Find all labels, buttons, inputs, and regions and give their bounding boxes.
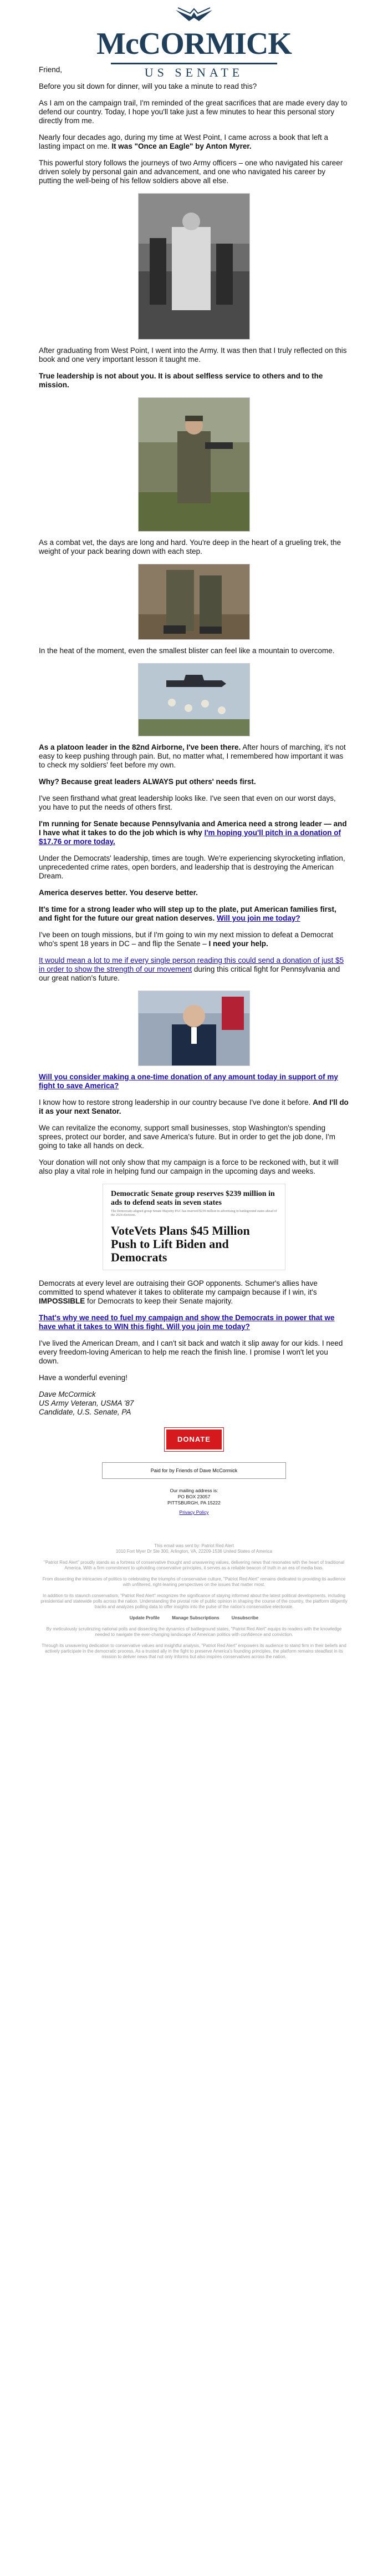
text: Nearly four decades ago, during my time at West Point, I came across a book that left a lasting impact on me. xyxy=(39,133,329,150)
paid-by-disclaimer: Paid for by Friends of Dave McCormick xyxy=(102,1462,286,1479)
manage-subscriptions-link[interactable]: Manage Subscriptions xyxy=(172,1615,219,1620)
news-caption: The Democratic-aligned group Senate Majority PAC has reserved $239 million in advertising in battleground states ahead of the 2024 elections. xyxy=(111,1210,277,1217)
paragraph xyxy=(39,956,349,983)
privacy-policy-link[interactable]: Privacy Policy xyxy=(179,1509,209,1515)
text: for Democrats to keep their Senate majority. xyxy=(85,1297,233,1305)
donate-button[interactable]: DONATE xyxy=(165,1428,223,1451)
bold-paragraph: Why? Because great leaders ALWAYS put others' needs first. xyxy=(39,777,256,786)
footer-paragraph: From dissecting the intricacies of politics to celebrating the triumphs of conservative culture, "Patriot Red Alert" remains dedicated to providing its audience with unfiltered, right-leaning perspectives on the issues that matter most. xyxy=(42,1577,346,1587)
footer-sent-by xyxy=(39,1543,349,1554)
footer-nav xyxy=(39,1615,349,1621)
news-headline-1: Democratic Senate group reserves $239 million in ads to defend seats in seven states xyxy=(111,1190,275,1207)
text: I know how to restore strong leadership in our country because I've done it before. xyxy=(39,1098,313,1107)
signature-line: Candidate, U.S. Senate, PA xyxy=(39,1408,131,1416)
closing: Have a wonderful evening! xyxy=(39,1373,127,1382)
paragraph: After graduating from West Point, I went into the Army. It was then that I truly reflected on this book and one very important lesson it taught me. xyxy=(39,346,347,363)
paragraph: I've seen firsthand what great leadership looks like. I've seen that even on our worst days, you have to put the needs of others first. xyxy=(39,794,336,811)
mailing-line: PITTSBURGH, PA 15222 xyxy=(167,1500,221,1506)
bold-text: I need your help. xyxy=(208,940,268,948)
logo-title: McCORMICK xyxy=(96,27,292,61)
signature-name: Dave McCormick xyxy=(39,1390,96,1398)
paragraph xyxy=(39,133,349,151)
paragraph: In the heat of the moment, even the smallest blister can feel like a mountain to overcome. xyxy=(39,646,335,655)
join-link[interactable]: That's why we need to fuel my campaign and show the Democrats in power that we have what it takes to WIN this fight. Will you join me today? xyxy=(39,1314,335,1331)
text: during this critical fight for Pennsylvania and our great nation's future. xyxy=(39,965,340,982)
bold-text: And I'll do it as your next Senator. xyxy=(39,1098,349,1115)
soldier-photo xyxy=(138,397,250,532)
footer-address: 1010 Fort Myer Dr Ste 300, Arlington, VA, 22209-1536 United States of America xyxy=(115,1549,273,1554)
paragraph xyxy=(39,1098,349,1116)
unsubscribe-link[interactable]: Unsubscribe xyxy=(231,1615,259,1620)
footer-text: This email was sent by: Patriot Red Alert xyxy=(154,1543,234,1548)
letter-body xyxy=(17,65,371,1660)
bold-paragraph: America deserves better. You deserve better. xyxy=(39,888,198,897)
mailing-address xyxy=(39,1488,349,1516)
paragraph: We can revitalize the economy, support small businesses, stop Washington's spending sprees, protect our border, and save America's future. But in order to get the job done, I'm going to take all hands on deck. xyxy=(39,1124,335,1150)
greeting: Friend, xyxy=(39,65,63,74)
email-container xyxy=(17,0,371,1660)
paragraph: As a combat vet, the days are long and hard. You're deep in the heart of a grueling trek, the weight of your pack bearing down with each step. xyxy=(39,538,341,555)
paragraph xyxy=(39,743,349,770)
text: Democrats at every level are outraising their GOP opponents. Schumer's allies have committed to spend whatever it takes to obliterate my campaign because if I win, it's xyxy=(39,1279,318,1296)
paragraph xyxy=(39,905,349,923)
donation-link[interactable]: I'm hoping you'll pitch in a donation of $17.76 or more today. xyxy=(39,829,341,846)
footer xyxy=(39,1527,349,1660)
cadet-photo xyxy=(138,193,250,340)
bold-text: It was "Once an Eagle" by Anton Myrer. xyxy=(111,142,252,150)
news-clipping xyxy=(103,1184,285,1270)
bold-text: As a platoon leader in the 82nd Airborne, I've been there. xyxy=(39,743,241,751)
airborne-photo xyxy=(138,663,250,736)
donate-wrapper xyxy=(39,1428,349,1451)
paragraph xyxy=(39,1073,349,1090)
mailing-line: PO BOX 23057 xyxy=(177,1494,211,1499)
footer-paragraph: In addition to its staunch conservatism, "Patriot Red Alert" recognizes the significance of staying informed about the latest political developments, including presidential and statewide polls across the nation. Understanding the pivotal role of public opinion in shaping the course of the country, the platform diligently tracks and analyzes polling data to offer insights into the pulse of the nation's conservative electorate. xyxy=(40,1593,348,1609)
donation-link[interactable]: Will you consider making a one-time donation of any amount today in support of my fight to save America? xyxy=(39,1073,338,1090)
join-link[interactable]: Will you join me today? xyxy=(217,914,300,922)
candidate-photo xyxy=(138,991,250,1066)
mailing-label: Our mailing address is: xyxy=(170,1488,218,1493)
paragraph: I've lived the American Dream, and I can't sit back and watch it slip away for our kids. I need every freedom-loving American to help me reach the finish line. I promise I won't let you down. xyxy=(39,1339,343,1365)
paragraph xyxy=(39,820,349,846)
eagle-logo-icon xyxy=(175,7,213,23)
paragraph xyxy=(39,931,349,948)
paragraph xyxy=(39,1279,349,1306)
paragraph: Under the Democrats' leadership, times are tough. We're experiencing skyrocketing inflation, unprecedented crime rates, open borders, and leadership that is destroying the American Dream. xyxy=(39,854,345,880)
paragraph: This powerful story follows the journeys of two Army officers – one who navigated his career driven solely by personal gain and advancement, and one who navigated his career by putting the well-being of his fellow soldiers above all else. xyxy=(39,159,343,185)
bold-paragraph: True leadership is not about you. It is about selfless service to others and to the mission. xyxy=(39,372,323,389)
signature xyxy=(39,1390,349,1417)
paragraph: Before you sit down for dinner, will you take a minute to read this? xyxy=(39,82,257,90)
signature-line: US Army Veteran, USMA '87 xyxy=(39,1399,134,1407)
news-headline-2: VoteVets Plans $45 Million Push to Lift Biden and Democrats xyxy=(111,1224,250,1264)
update-profile-link[interactable]: Update Profile xyxy=(129,1615,160,1620)
bold-text: I'm running for Senate because Pennsylvania and America need a strong leader — and I have what it takes to do the job which is why xyxy=(39,820,347,837)
footer-paragraph: By meticulously scrutinizing national polls and dissecting the dynamics of battleground states, "Patriot Red Alert" equips its readers with the knowledge needed to navigate the ever-changing landscape of American politics with confidence and conviction. xyxy=(46,1627,342,1637)
bold-text: IMPOSSIBLE xyxy=(39,1297,85,1305)
paragraph: As I am on the campaign trail, I'm reminded of the great sacrifices that are made every day to defend our country. Today, I hope you'll take just a few minutes to hear this personal story directly from me. xyxy=(39,99,348,125)
footer-paragraph: Through its unwavering dedication to conservative values and insightful analysis, "Patriot Red Alert" empowers its audience to stand firm in their beliefs and actively participate in the democratic process. As a trusted ally in the fight to preserve America's founding principles, the platform remains steadfast in its mission to deliver news that not only informs but also inspires conservatives across the nation. xyxy=(42,1643,346,1659)
text: I've been on tough missions, but if I'm going to win my next mission to defeat a Democrat who's spent 18 years in DC – and flip the Senate – xyxy=(39,931,334,948)
paragraph: Your donation will not only show that my campaign is a force to be reckoned with, but it will also play a vital role in helping fund our campaign in the upcoming days and weeks. xyxy=(39,1158,339,1175)
text: After hours of marching, it's not easy to keep pushing through pain. But, no matter what, I remembered how important it was to check my soldiers' feet before my own. xyxy=(39,743,346,769)
logo-subtitle: US SENATE xyxy=(144,65,244,79)
paragraph xyxy=(39,1314,349,1331)
donation-link[interactable]: It would mean a lot to me if every single person reading this could send a donation of just $5 in order to show the strength of our movement xyxy=(39,956,344,973)
soldier-boots-photo xyxy=(138,564,250,640)
footer-paragraph: "Patriot Red Alert" proudly stands as a fortress of conservative thought and unwavering values, delivering news that resonates with the heart of traditional America. With a firm commitment to upholding conservative principles, it serves as a reliable beacon of truth in an era of media bias. xyxy=(44,1560,344,1570)
logo-divider xyxy=(111,63,277,64)
bold-text: It's time for a strong leader who will step up to the plate, put American families first, and fight for the future our great nation deserves. xyxy=(39,905,336,922)
